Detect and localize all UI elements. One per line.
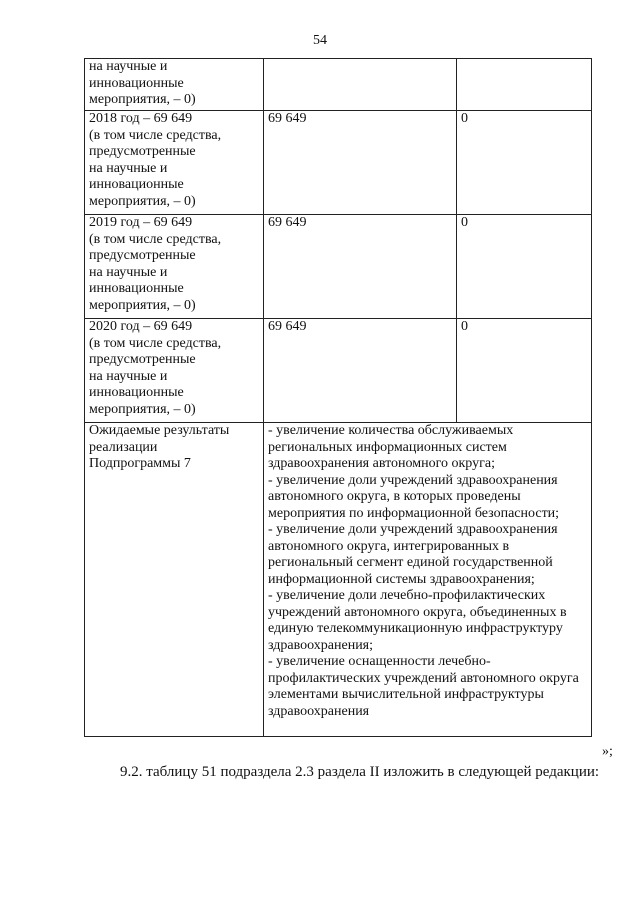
table-row [85, 111, 592, 215]
cell-line: мероприятия, – 0) [89, 401, 196, 417]
results-line: элементами вычислительной инфраструктуры [268, 687, 544, 702]
results-line: единую телекоммуникационную инфраструктуру [268, 621, 563, 636]
table-row-results [85, 423, 592, 737]
table-cell-amount [264, 59, 457, 111]
results-line: - увеличение доли учреждений здравоохранения [268, 472, 558, 488]
cell-line: 69 649 [268, 111, 307, 126]
cell-line: 69 649 [268, 215, 307, 230]
results-line: профилактических учреждений автономного округа [268, 670, 579, 686]
results-line: информационной системы здравоохранения; [268, 571, 535, 587]
cell-line: инновационные [89, 177, 184, 192]
results-label-cell [85, 423, 264, 737]
table-cell-label [85, 111, 264, 215]
cell-line: 2019 год – 69 649 [89, 215, 193, 230]
results-line: - увеличение доли лечебно-профилактических [268, 588, 546, 603]
subprogram-table [84, 58, 592, 737]
table-row [85, 319, 592, 423]
results-label-line: Подпрограммы 7 [89, 456, 191, 471]
table-cell-amount [264, 111, 457, 215]
results-line: учреждений автономного округа, объединенных в [268, 604, 567, 620]
cell-line: предусмотренные [89, 248, 196, 263]
results-line: здравоохранения автономного округа; [268, 456, 495, 471]
results-label-line: Ожидаемые результаты [89, 423, 230, 438]
results-line: здравоохранения; [268, 637, 374, 653]
cell-line: предусмотренные [89, 352, 196, 367]
results-line: - увеличение количества обслуживаемых [268, 423, 514, 438]
cell-line: мероприятия, – 0) [89, 92, 196, 107]
results-line: - увеличение оснащенности лечебно- [268, 654, 491, 669]
cell-line: 0 [461, 111, 468, 126]
cell-line: 69 649 [268, 319, 307, 334]
table-cell-zero [457, 215, 592, 319]
cell-line: (в том числе средства, [89, 231, 222, 247]
closing-quote: »; [602, 744, 613, 759]
results-label-line: реализации [89, 439, 158, 455]
table-cell-label [85, 59, 264, 111]
cell-line: 2018 год – 69 649 [89, 111, 193, 126]
cell-line: инновационные [89, 281, 184, 296]
results-line: - увеличение доли учреждений здравоохранения [268, 522, 558, 537]
cell-line: 0 [461, 319, 468, 334]
cell-line: мероприятия, – 0) [89, 297, 196, 313]
results-line: здравоохранения [268, 703, 370, 719]
cell-line: на научные и [89, 59, 168, 74]
results-line: автономного округа, интегрированных в [268, 538, 510, 554]
table-cell-label [85, 215, 264, 319]
results-line: автономного округа, в которых проведены [268, 489, 521, 504]
cell-line: предусмотренные [89, 144, 196, 159]
cell-line: на научные и [89, 264, 168, 280]
page-number: 54 [313, 33, 327, 48]
results-line: региональных информационных систем [268, 439, 507, 455]
table-cell-zero [457, 319, 592, 423]
table-row [85, 215, 592, 319]
amendment-paragraph: 9.2. таблицу 51 подраздела 2.3 раздела II изложить в следующей редакции: [120, 764, 600, 780]
results-line: мероприятия по информационной безопасности; [268, 505, 560, 521]
cell-line: на научные и [89, 160, 168, 176]
cell-line: мероприятия, – 0) [89, 193, 196, 209]
cell-line: инновационные [89, 385, 184, 400]
table-row [85, 59, 592, 111]
results-line: региональный сегмент единой государственной [268, 555, 553, 570]
cell-line: на научные и [89, 368, 168, 384]
table-cell-zero [457, 59, 592, 111]
table-cell-zero [457, 111, 592, 215]
cell-line: 0 [461, 215, 468, 230]
cell-line: (в том числе средства, [89, 127, 222, 143]
table-cell-amount [264, 319, 457, 423]
cell-line: 2020 год – 69 649 [89, 319, 193, 334]
table-cell-amount [264, 215, 457, 319]
cell-line: инновационные [89, 75, 184, 91]
results-content-cell [264, 423, 592, 737]
table-cell-label [85, 319, 264, 423]
cell-line: (в том числе средства, [89, 335, 222, 351]
